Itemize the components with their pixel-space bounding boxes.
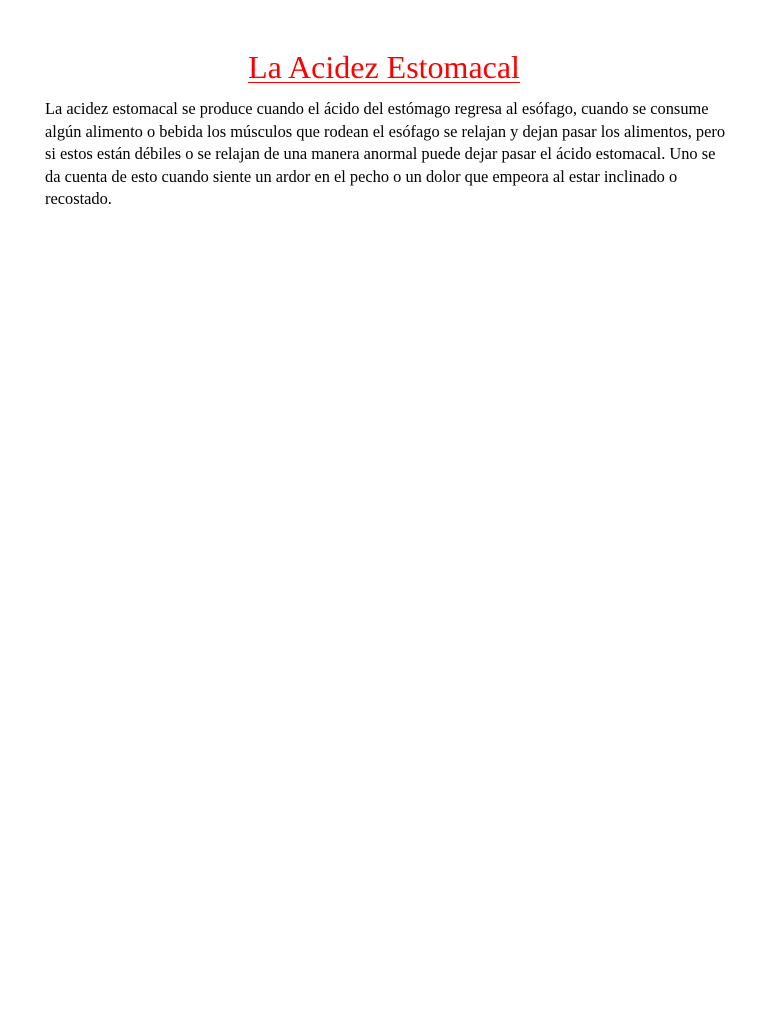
page-title: La Acidez Estomacal — [248, 49, 520, 85]
body-paragraph: La acidez estomacal se produce cuando el ácido del estómago regresa al esófago, cuando se consume algún alimento o bebida los músculos que rodean el esófago se relajan y dejan pasar los alimentos, pero si estos están débiles o se relajan de una manera anormal puede dejar pasar el ácido estomacal. Uno se da cuenta de esto cuando siente un ardor en el pecho o un dolor que empeora al estar inclinado o recostado. — [45, 99, 726, 208]
